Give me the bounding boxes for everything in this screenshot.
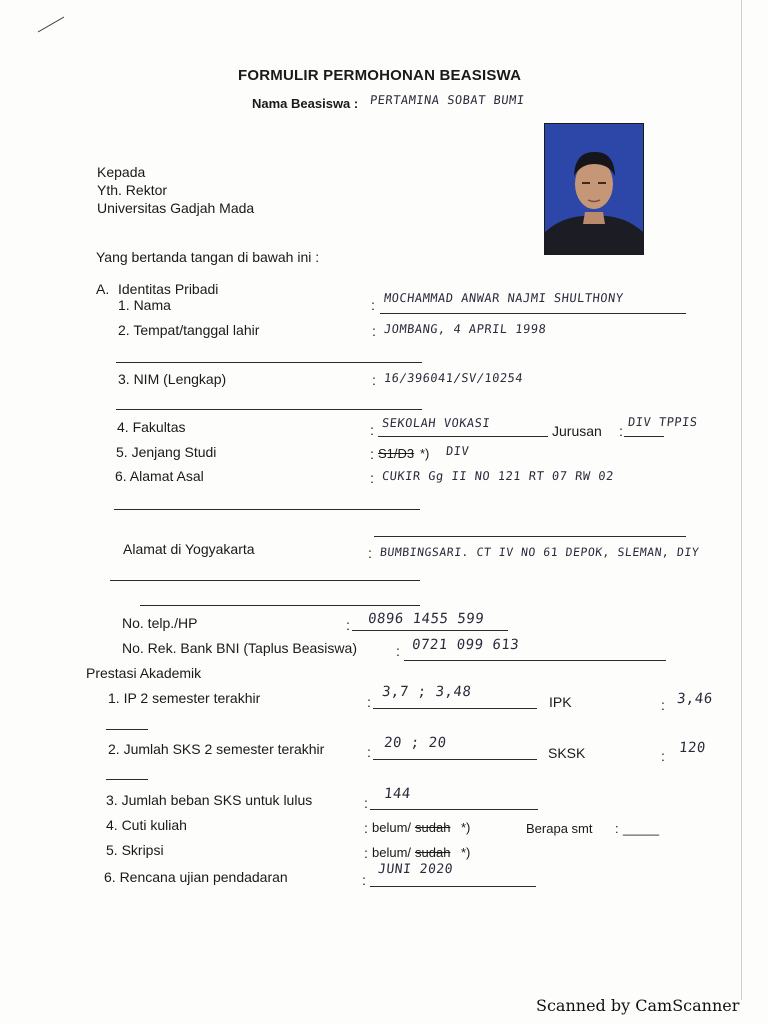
sks-colon: : — [367, 744, 371, 760]
jenjang-label: 5. Jenjang Studi — [116, 444, 217, 460]
sks-line — [373, 759, 537, 760]
section-a-letter: A. — [96, 281, 110, 297]
fakultas-label: 4. Fakultas — [117, 419, 186, 435]
ip-line — [373, 708, 537, 709]
cuti-option-belum: belum/ — [372, 820, 412, 835]
nim-extra-line — [116, 409, 422, 410]
sksk-label: SKSK — [548, 745, 586, 761]
alamat-asal-line-1 — [114, 509, 420, 510]
ipk-colon: : — [661, 697, 665, 713]
rek-colon: : — [396, 643, 400, 659]
sksk-value: 120 — [678, 740, 707, 756]
ip-colon: : — [367, 694, 371, 710]
ipk-label: IPK — [549, 694, 572, 710]
scan-mark — [36, 14, 66, 36]
cuti-colon: : — [364, 820, 368, 836]
rencana-colon: : — [362, 872, 366, 888]
telp-line — [352, 630, 508, 631]
addressee-line-2: Yth. Rektor — [97, 182, 168, 198]
alamat-yogya-colon: : — [368, 545, 372, 561]
form-title: FORMULIR PERMOHONAN BEASISWA — [238, 67, 522, 84]
cuti-option-sudah: sudah — [415, 820, 451, 835]
fakultas-value: SEKOLAH VOKASI — [381, 416, 491, 430]
nama-line — [380, 313, 686, 314]
scholarship-label: Nama Beasiswa : — [252, 96, 359, 111]
ttl-label: 2. Tempat/tanggal lahir — [118, 322, 260, 338]
nama-value: MOCHAMMAD ANWAR NAJMI SHULTHONY — [383, 291, 625, 305]
jurusan-value: DIV TPPIS — [627, 415, 699, 429]
jenjang-option-struck: S1/D3 — [378, 446, 415, 461]
ip-label: 1. IP 2 semester terakhir — [108, 690, 261, 706]
ip-value: 3,7 ; 3,48 — [381, 684, 473, 700]
fakultas-colon: : — [370, 422, 374, 438]
alamat-yogya-line-1 — [110, 580, 420, 581]
rencana-label: 6. Rencana ujian pendadaran — [104, 869, 288, 885]
telp-label: No. telp./HP — [122, 615, 198, 631]
jurusan-label: Jurusan — [552, 423, 602, 439]
jurusan-colon: : — [619, 423, 623, 439]
telp-value: 0896 1455 599 — [367, 611, 485, 627]
nama-colon: : — [371, 297, 375, 313]
applicant-photo — [544, 123, 644, 255]
sks-extra-line — [106, 779, 148, 780]
cuti-suffix: *) — [461, 820, 471, 835]
alamat-yogya-label: Alamat di Yogyakarta — [123, 541, 255, 557]
jenjang-suffix: *) — [420, 446, 430, 461]
ttl-value: JOMBANG, 4 APRIL 1998 — [383, 322, 547, 336]
rencana-line — [370, 886, 536, 887]
scholarship-value: PERTAMINA SOBAT BUMI — [369, 93, 526, 107]
ipk-value: 3,46 — [676, 691, 714, 707]
cuti-label: 4. Cuti kuliah — [106, 817, 187, 833]
berapa-blank: _____ — [623, 821, 660, 836]
alamat-asal-value: CUKIR Gg II NO 121 RT 07 RW 02 — [381, 469, 615, 483]
skripsi-label: 5. Skripsi — [106, 842, 164, 858]
intro-text: Yang bertanda tangan di bawah ini : — [96, 249, 320, 265]
jenjang-value: DIV — [445, 444, 470, 458]
beban-line — [370, 809, 538, 810]
beban-label: 3. Jumlah beban SKS untuk lulus — [106, 792, 313, 808]
sks-value: 20 ; 20 — [383, 735, 448, 751]
skripsi-suffix: *) — [461, 845, 471, 860]
rek-value: 0721 099 613 — [411, 637, 520, 653]
sks-label: 2. Jumlah SKS 2 semester terakhir — [108, 741, 325, 757]
sksk-colon: : — [661, 748, 665, 764]
alamat-yogya-value: BUMBINGSARI. CT IV NO 61 DEPOK, SLEMAN, DIY — [379, 545, 700, 559]
addressee-line-1: Kepada — [97, 164, 146, 180]
nama-label: 1. Nama — [118, 297, 171, 313]
section-a-title: Identitas Pribadi — [118, 281, 219, 297]
beban-value: 144 — [383, 786, 412, 802]
skripsi-option-belum: belum/ — [372, 845, 412, 860]
prestasi-title: Prestasi Akademik — [86, 665, 202, 681]
skripsi-colon: : — [364, 845, 368, 861]
ttl-colon: : — [372, 323, 376, 339]
rencana-value: JUNI 2020 — [377, 862, 454, 877]
alamat-asal-line-2 — [374, 536, 686, 537]
nim-colon: : — [372, 372, 376, 388]
alamat-yogya-line-2 — [140, 605, 420, 606]
ip-extra-line — [106, 729, 148, 730]
berapa-colon: : — [615, 821, 619, 836]
rek-label: No. Rek. Bank BNI (Taplus Beasiswa) — [122, 640, 357, 656]
alamat-asal-label: 6. Alamat Asal — [115, 468, 204, 484]
nim-label: 3. NIM (Lengkap) — [118, 371, 227, 387]
alamat-asal-colon: : — [370, 470, 374, 486]
nim-value: 16/396041/SV/10254 — [383, 371, 524, 385]
jurusan-line — [624, 436, 664, 437]
beban-colon: : — [364, 795, 368, 811]
scanner-watermark: Scanned by CamScanner — [536, 996, 740, 1015]
fakultas-line — [378, 436, 548, 437]
rek-line — [404, 660, 666, 661]
scan-edge-line — [741, 0, 742, 1000]
jenjang-colon: : — [370, 446, 374, 462]
telp-colon: : — [346, 617, 350, 633]
addressee-line-3: Universitas Gadjah Mada — [97, 200, 255, 216]
ttl-extra-line — [116, 362, 422, 363]
skripsi-option-sudah: sudah — [415, 845, 451, 860]
berapa-label: Berapa smt — [526, 821, 593, 836]
